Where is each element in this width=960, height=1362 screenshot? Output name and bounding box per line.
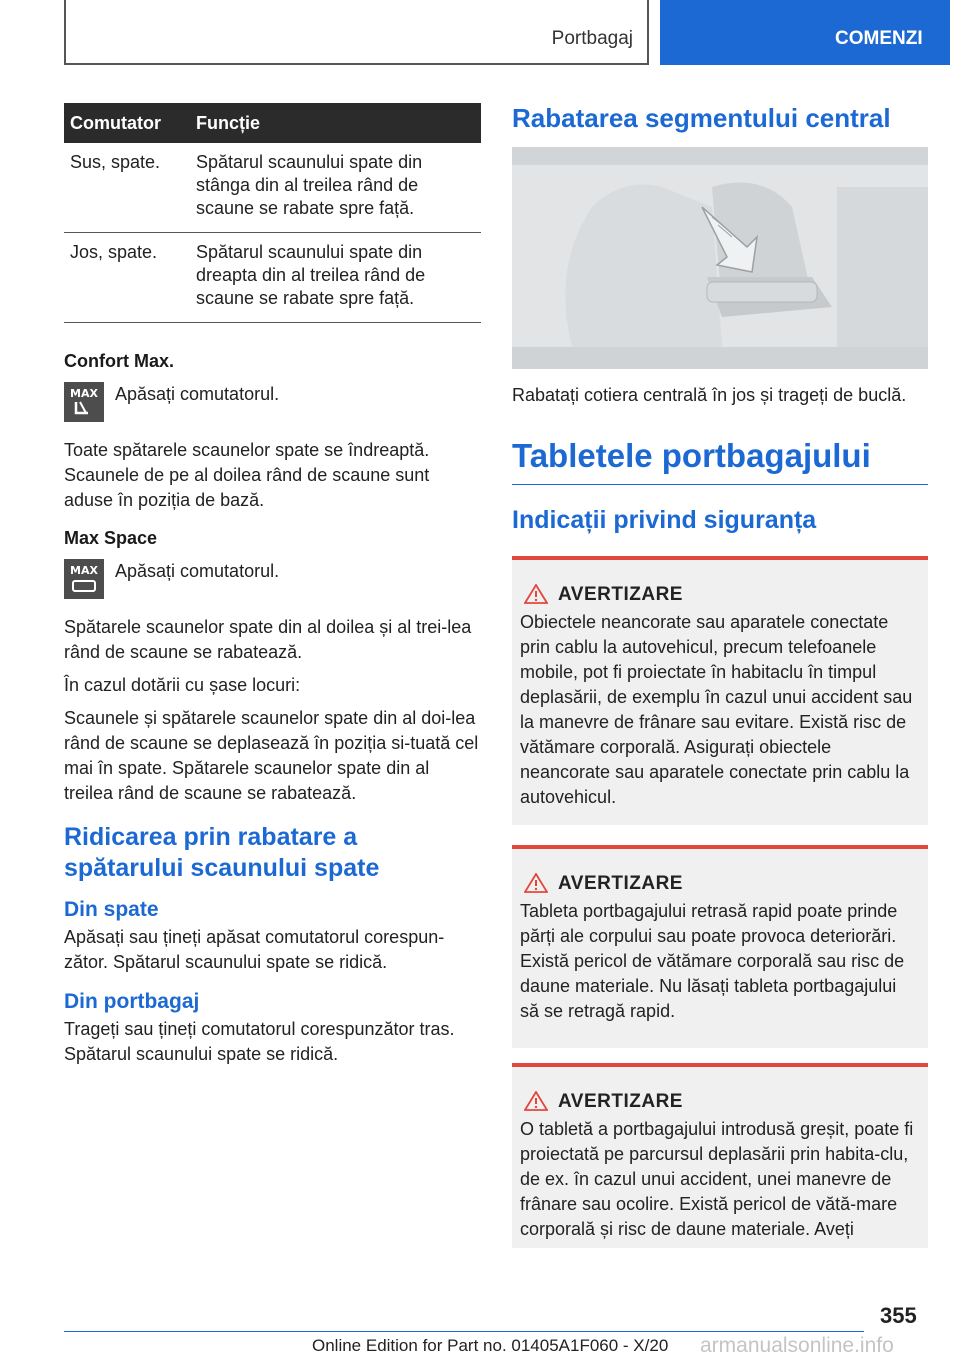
header-section-label: Portbagaj [551, 28, 633, 49]
warning-box [512, 845, 928, 1048]
footer-edition: Online Edition for Part no. 01405A1F060 - X/20 [312, 1336, 669, 1355]
raise-title: Ridicarea prin rabatare a spătarului scaunului spate [64, 823, 380, 882]
space-text-3: Scaunele și spătarele scaunelor spate din al doi-lea rând de scaune se deplasează în poziția si-tuată cel mai în spate. Spătarele scaunelor spate din al treilea rând de scaune se rabatează. [64, 708, 479, 803]
warning-box [512, 1063, 928, 1248]
armrest-caption: Rabatați cotiera centrală în jos și trageți de buclă. [512, 385, 907, 405]
footer-rule [64, 1331, 864, 1332]
warning-triangle-icon [524, 1091, 548, 1111]
space-section [64, 528, 481, 806]
table-cell-switch: Jos, spate. [64, 233, 190, 323]
table-cell-function: Spătarul scaunului spate din stânga din al treilea rând de scaune se rabate spre față. [190, 143, 481, 233]
header-section-box [64, 0, 649, 65]
center-segment-title: Rabatarea segmentului central [512, 103, 891, 133]
svg-text:MAX: MAX [70, 564, 98, 577]
warning-text: Tableta portbagajului retrasă rapid poate prinde părți ale corpului sau poate provoca deteriorări. Există pericol de vătămare corporală sau risc de daune materiale. Nu lăsați tableta portbagajului să se retragă rapid. [520, 901, 905, 1021]
comfort-text: Toate spătarele scaunelor spate se îndreaptă. Scaunele de pe al doilea rând de scaune sunt aduse în poziția de bază. [64, 440, 430, 510]
table-header-function: Funcție [190, 103, 481, 143]
table-cell-function: Spătarul scaunului spate din dreapta din al treilea rând de scaune se rabate spre față. [190, 233, 481, 323]
space-text-1: Spătarele scaunelor spate din al doilea și al trei-lea rând de scaune se rabatează. [64, 617, 472, 662]
header-chapter-tab[interactable] [660, 0, 950, 65]
max-comfort-icon [64, 382, 104, 422]
warning-triangle-icon [524, 873, 548, 893]
comfort-instruction: Apăsați comutatorul. [115, 384, 280, 404]
comfort-section [64, 351, 481, 513]
max-space-icon [64, 559, 104, 599]
switch-function-table [64, 103, 481, 323]
trunk-title: Din portbagaj [64, 990, 200, 1013]
main-heading: Tabletele portbagajului [512, 437, 871, 474]
svg-text:MAX: MAX [70, 387, 98, 400]
table-cell-switch: Sus, spate. [64, 143, 190, 233]
left-column [64, 103, 481, 1067]
space-text-2: În cazul dotării cu șase locuri: [64, 675, 301, 695]
right-column [512, 103, 928, 1248]
armrest-photo [512, 147, 928, 369]
rear-text: Apăsați sau țineți apăsat comutatorul corespun-zător. Spătarul scaunului spate se ridică. [64, 927, 445, 972]
warning-title: AVERTIZARE [558, 584, 683, 605]
space-instruction: Apăsați comutatorul. [115, 561, 280, 581]
comfort-title: Confort Max. [64, 351, 174, 371]
footer-watermark: armanualsonline.info [700, 1334, 894, 1357]
table-row [64, 143, 481, 233]
safety-heading: Indicații privind siguranța [512, 506, 817, 534]
raise-section [64, 822, 481, 1067]
main-heading-block [512, 436, 928, 485]
warning-box [512, 556, 928, 825]
table-header-switch: Comutator [64, 103, 190, 143]
page-number: 355 [880, 1303, 917, 1328]
warning-triangle-icon [524, 584, 548, 604]
warning-title: AVERTIZARE [558, 873, 683, 894]
warning-text: Obiectele neancorate sau aparatele conectate prin cablu la autovehicul, precum telefoanele mobile, pot fi proiectate în habitaclu în timpul deplasării, de exemplu în cazul unui accident sau la manevre de frânare sau evitare. Există risc de vătămare corporală. Asigurați obiectele neancorate sau aparatele conectate prin cablu la autovehicul. [520, 612, 913, 807]
space-title: Max Space [64, 528, 158, 548]
trunk-text: Trageți sau țineți comutatorul corespunzător tras. Spătarul scaunului spate se ridică. [64, 1019, 455, 1064]
header-chapter-label: COMENZI [835, 28, 923, 49]
warning-title: AVERTIZARE [558, 1091, 683, 1112]
table-row [64, 233, 481, 323]
warning-text: O tabletă a portbagajului introdusă greșit, poate fi proiectată pe parcursul deplasării prin habita-clu, de ex. în cazul unui accident, unei manevre de frânare sau ocolire. Există pericol de vătă-mare corporală și risc de daune materiale. Aveți [520, 1119, 914, 1239]
rear-title: Din spate [64, 898, 159, 921]
